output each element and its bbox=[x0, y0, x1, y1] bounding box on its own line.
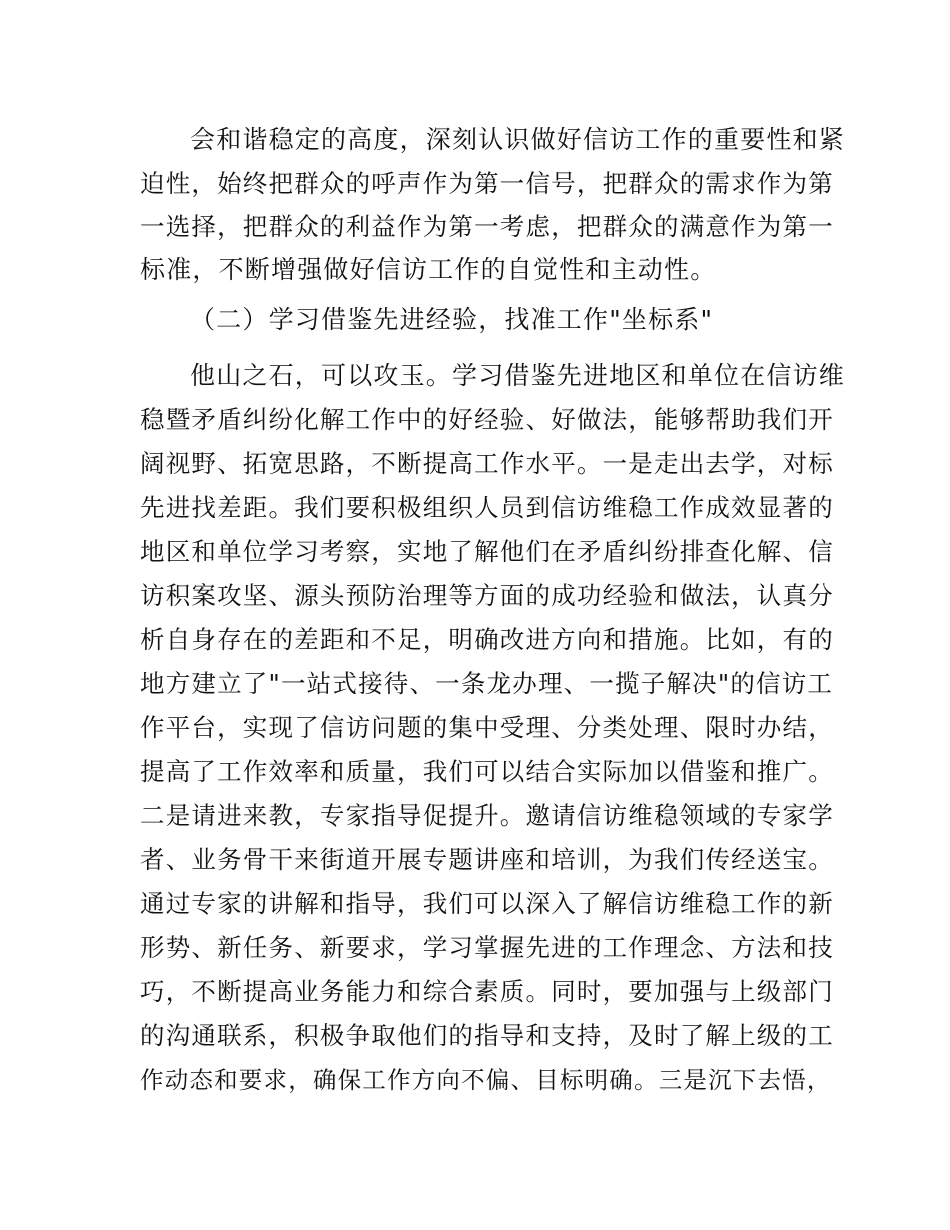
paragraph-line: 标准，不断增强做好信访工作的自觉性和主动性。 bbox=[140, 255, 717, 284]
paragraph-line: 地区和单位学习考察，实地了解他们在矛盾纠纷排查化解、信 bbox=[140, 537, 834, 566]
paragraph-line: 作平台，实现了信访问题的集中受理、分类处理、限时办结， bbox=[140, 713, 834, 742]
paragraph-line: 形势、新任务、新要求，学习掌握先进的工作理念、方法和技 bbox=[140, 933, 834, 962]
paragraph-line: 的沟通联系，积极争取他们的指导和支持，及时了解上级的工 bbox=[140, 1021, 834, 1050]
paragraph-line: 析自身存在的差距和不足，明确改进方向和措施。比如，有的 bbox=[140, 625, 834, 654]
paragraph-line: 通过专家的讲解和指导，我们可以深入了解信访维稳工作的新 bbox=[140, 889, 834, 918]
paragraph-line: 迫性，始终把群众的呼声作为第一信号，把群众的需求作为第 bbox=[140, 169, 834, 198]
paragraph-line: 会和谐稳定的高度，深刻认识做好信访工作的重要性和紧 bbox=[190, 125, 846, 154]
paragraph-line: 二是请进来教，专家指导促提升。邀请信访维稳领域的专家学 bbox=[140, 801, 834, 830]
paragraph-line: 先进找差距。我们要积极组织人员到信访维稳工作成效显著的 bbox=[140, 493, 834, 522]
paragraph-line: 者、业务骨干来街道开展专题讲座和培训，为我们传经送宝。 bbox=[140, 845, 834, 874]
paragraph-line: 稳暨矛盾纠纷化解工作中的好经验、好做法，能够帮助我们开 bbox=[140, 405, 834, 434]
paragraph-line: 访积案攻坚、源头预防治理等方面的成功经验和做法，认真分 bbox=[140, 581, 834, 610]
paragraph-line: 地方建立了"一站式接待、一条龙办理、一揽子解决"的信访工 bbox=[140, 669, 834, 698]
paragraph-line: 阔视野、拓宽思路，不断提高工作水平。一是走出去学，对标 bbox=[140, 449, 834, 478]
paragraph-line: 作动态和要求，确保工作方向不偏、目标明确。三是沉下去悟， bbox=[140, 1066, 832, 1094]
paragraph-line: 一选择，把群众的利益作为第一考虑，把群众的满意作为第一 bbox=[140, 212, 834, 241]
paragraph-line: 提高了工作效率和质量，我们可以结合实际加以借鉴和推广。 bbox=[140, 757, 834, 786]
section-heading: （二）学习借鉴先进经验，找准工作"坐标系" bbox=[190, 305, 714, 334]
paragraph-line: 他山之石，可以攻玉。学习借鉴先进地区和单位在信访维 bbox=[190, 361, 846, 390]
paragraph-line: 巧，不断提高业务能力和综合素质。同时，要加强与上级部门 bbox=[140, 977, 834, 1006]
